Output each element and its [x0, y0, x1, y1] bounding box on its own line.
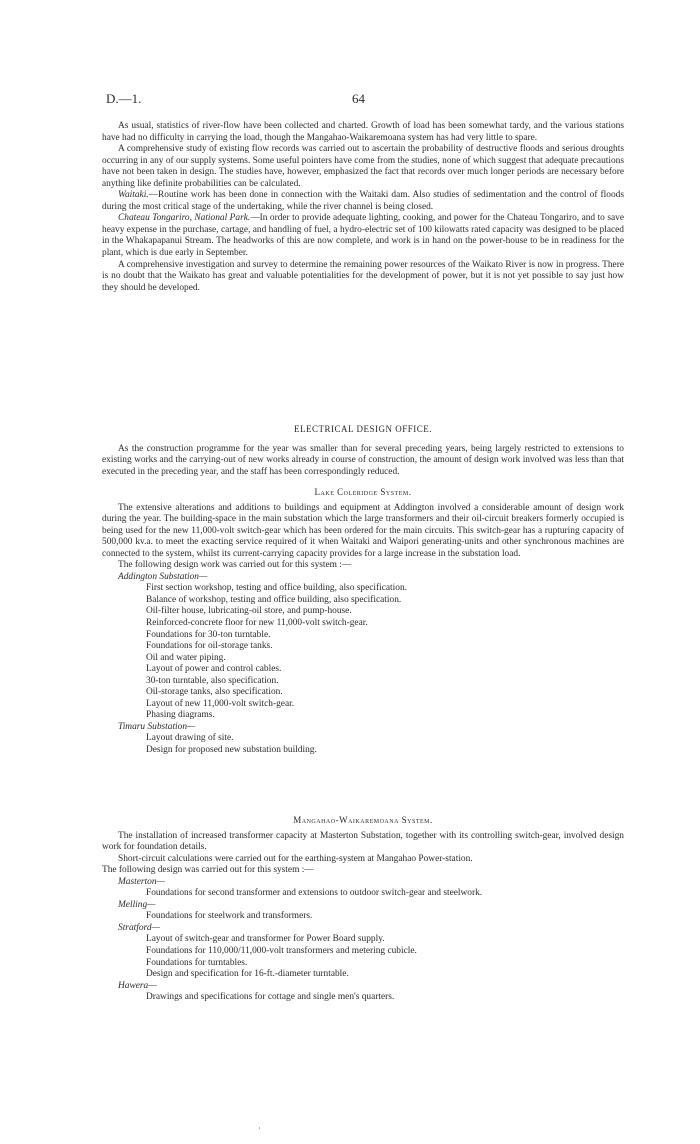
list-item: Reinforced-concrete floor for new 11,000-volt switch-gear. [146, 618, 368, 629]
document-reference: D.—1. [106, 91, 142, 106]
list-item: Design for proposed new substation building. [146, 745, 317, 756]
list-item: Foundations for 110,000/11,000-volt transformers and metering cubicle. [146, 946, 417, 957]
list-item: Layout of power and control cables. [146, 664, 282, 675]
list-item: Foundations for 30-ton turntable. [146, 629, 271, 640]
waitaki-label: Waitaki. [118, 190, 149, 201]
list-item: Phasing diagrams. [146, 710, 215, 721]
paragraph-chateau [102, 213, 624, 259]
masterton-label: Masterton— [118, 876, 165, 887]
paragraph-masterton: The installation of increased transformer capacity at Masterton Substation, together with its controlling switch-gear, involved design work for foundation details. [102, 830, 624, 853]
paragraph-electrical-design: As the construction programme for the year was smaller than for several preceding years, being largely restricted to extensions to existing works and the carrying-out of new works already in course of construction, the amount of design work involved was less than that executed in the preceding year, and the staff has been correspondingly reduced. [102, 443, 624, 477]
list-item: Oil-filter house, lubricating-oil store, and pump-house. [146, 606, 352, 617]
paragraph-flow-study: A comprehensive study of existing flow records was carried out to ascertain the probability of destructive floods and serious droughts occurring in any of our supply systems. Some useful pointers have come from the studies, none of which suggest that adequate precautions have not been taken in design. The studies have, however, emphasized the fact that records over much longer periods are necessary before anything like definite probabilities can be calculated. [102, 144, 624, 189]
mangahao-section [102, 815, 624, 1004]
list-item: Balance of workshop, testing and office building, also specification. [146, 594, 402, 605]
page-header [106, 91, 626, 107]
waitaki-text: —Routine work has been done in connection with the Waitaki dam. Also studies of sedimentation and the control of floods during the most critical stage of the undertaking, while the river channel is being closed. [102, 190, 624, 212]
coleridge-list-intro: The following design work was carried out for this system :— [118, 560, 352, 571]
list-item: Design and specification for 16-ft.-diameter turntable. [146, 969, 349, 980]
page-speck: · [258, 1124, 261, 1133]
paragraph-waitaki [102, 190, 624, 213]
electrical-design-heading: ELECTRICAL DESIGN OFFICE. [294, 424, 432, 434]
paragraph-waikato: A comprehensive investigation and survey to determine the remaining power resources of the Waikato River is now in progress. There is no doubt that the Waikato has great and valuable potentialities for the development of power, but it is not yet possible to say just how they should be developed. [102, 259, 624, 293]
list-item: 30-ton turntable, also specification. [146, 675, 279, 686]
paragraph-short-circuit: Short-circuit calculations were carried out for the earthing-system at Mangahao Power-station. [118, 853, 473, 864]
paragraph-river-flow: As usual, statistics of river-flow have been collected and charted. Growth of load has been somewhat tardy, and the various stations have had no difficulty in carrying the load, though the Mangahao-Waikaremoana system has had very little to spare. [102, 121, 624, 143]
list-item: Layout drawing of site. [146, 733, 234, 744]
lake-coleridge-heading: Lake Coleridge System. [314, 487, 412, 497]
addington-substation-label: Addington Substation— [118, 571, 208, 582]
timaru-substation-label: Timaru Substation— [118, 721, 196, 732]
list-item: Foundations for turntables. [146, 957, 248, 968]
chateau-label: Chateau Tongariro, National Park. [118, 213, 251, 224]
paragraph-addington: The extensive alterations and additions to buildings and equipment at Addington involved a considerable amount of design work during the year. The building-space in the main substation which the large transformers and their oil-circuit breakers formerly occupied is being used for the new 11,000-volt switch-gear which has been ordered for the main circuits. This switch-gear has a rupturing capacity of 500,000 kv.a. to meet the exacting service required of it when Waitaki and Waipori generating-units and other synchronous machines are connected to the system, whilst its current-carrying capacity provides for a large increase in the substation load. [102, 502, 624, 559]
melling-label: Melling— [118, 899, 156, 910]
lake-coleridge-section [102, 487, 624, 757]
list-item: Drawings and specifications for cottage and single men's quarters. [146, 992, 395, 1003]
list-item: Foundations for oil-storage tanks. [146, 641, 273, 652]
mangahao-heading: Mangahao-Waikaremoana System. [293, 815, 433, 825]
list-item: Oil-storage tanks, also specification. [146, 687, 283, 698]
list-item: Layout of new 11,000-volt switch-gear. [146, 698, 295, 709]
mangahao-list-intro: The following design was carried out for this system :— [102, 865, 314, 876]
hawera-label: Hawera— [118, 980, 157, 991]
list-item: Foundations for steelwork and transformers. [146, 911, 313, 922]
electrical-design-section [102, 424, 624, 478]
list-item: First section workshop, testing and office building, also specification. [146, 583, 407, 594]
list-item: Layout of switch-gear and transformer for Power Board supply. [146, 934, 385, 945]
river-flow-section [102, 121, 624, 294]
list-item: Oil and water piping. [146, 652, 226, 663]
stratford-label: Stratford— [118, 922, 160, 933]
list-item: Foundations for second transformer and extensions to outdoor switch-gear and steelwork. [146, 888, 483, 899]
chateau-text: —In order to provide adequate lighting, cooking, and power for the Chateau Tongariro, and to save heavy expense in the purchase, cartage, and handling of fuel, a hydro-electric set of 100 kilowatts rated capacity was designed to be placed in the Whakapapanui Stream. The headworks of this are now complete, and work is in hand on the power-house to be in readiness for the plant, which is due early in September. [102, 213, 624, 259]
page-number: 64 [352, 91, 365, 106]
